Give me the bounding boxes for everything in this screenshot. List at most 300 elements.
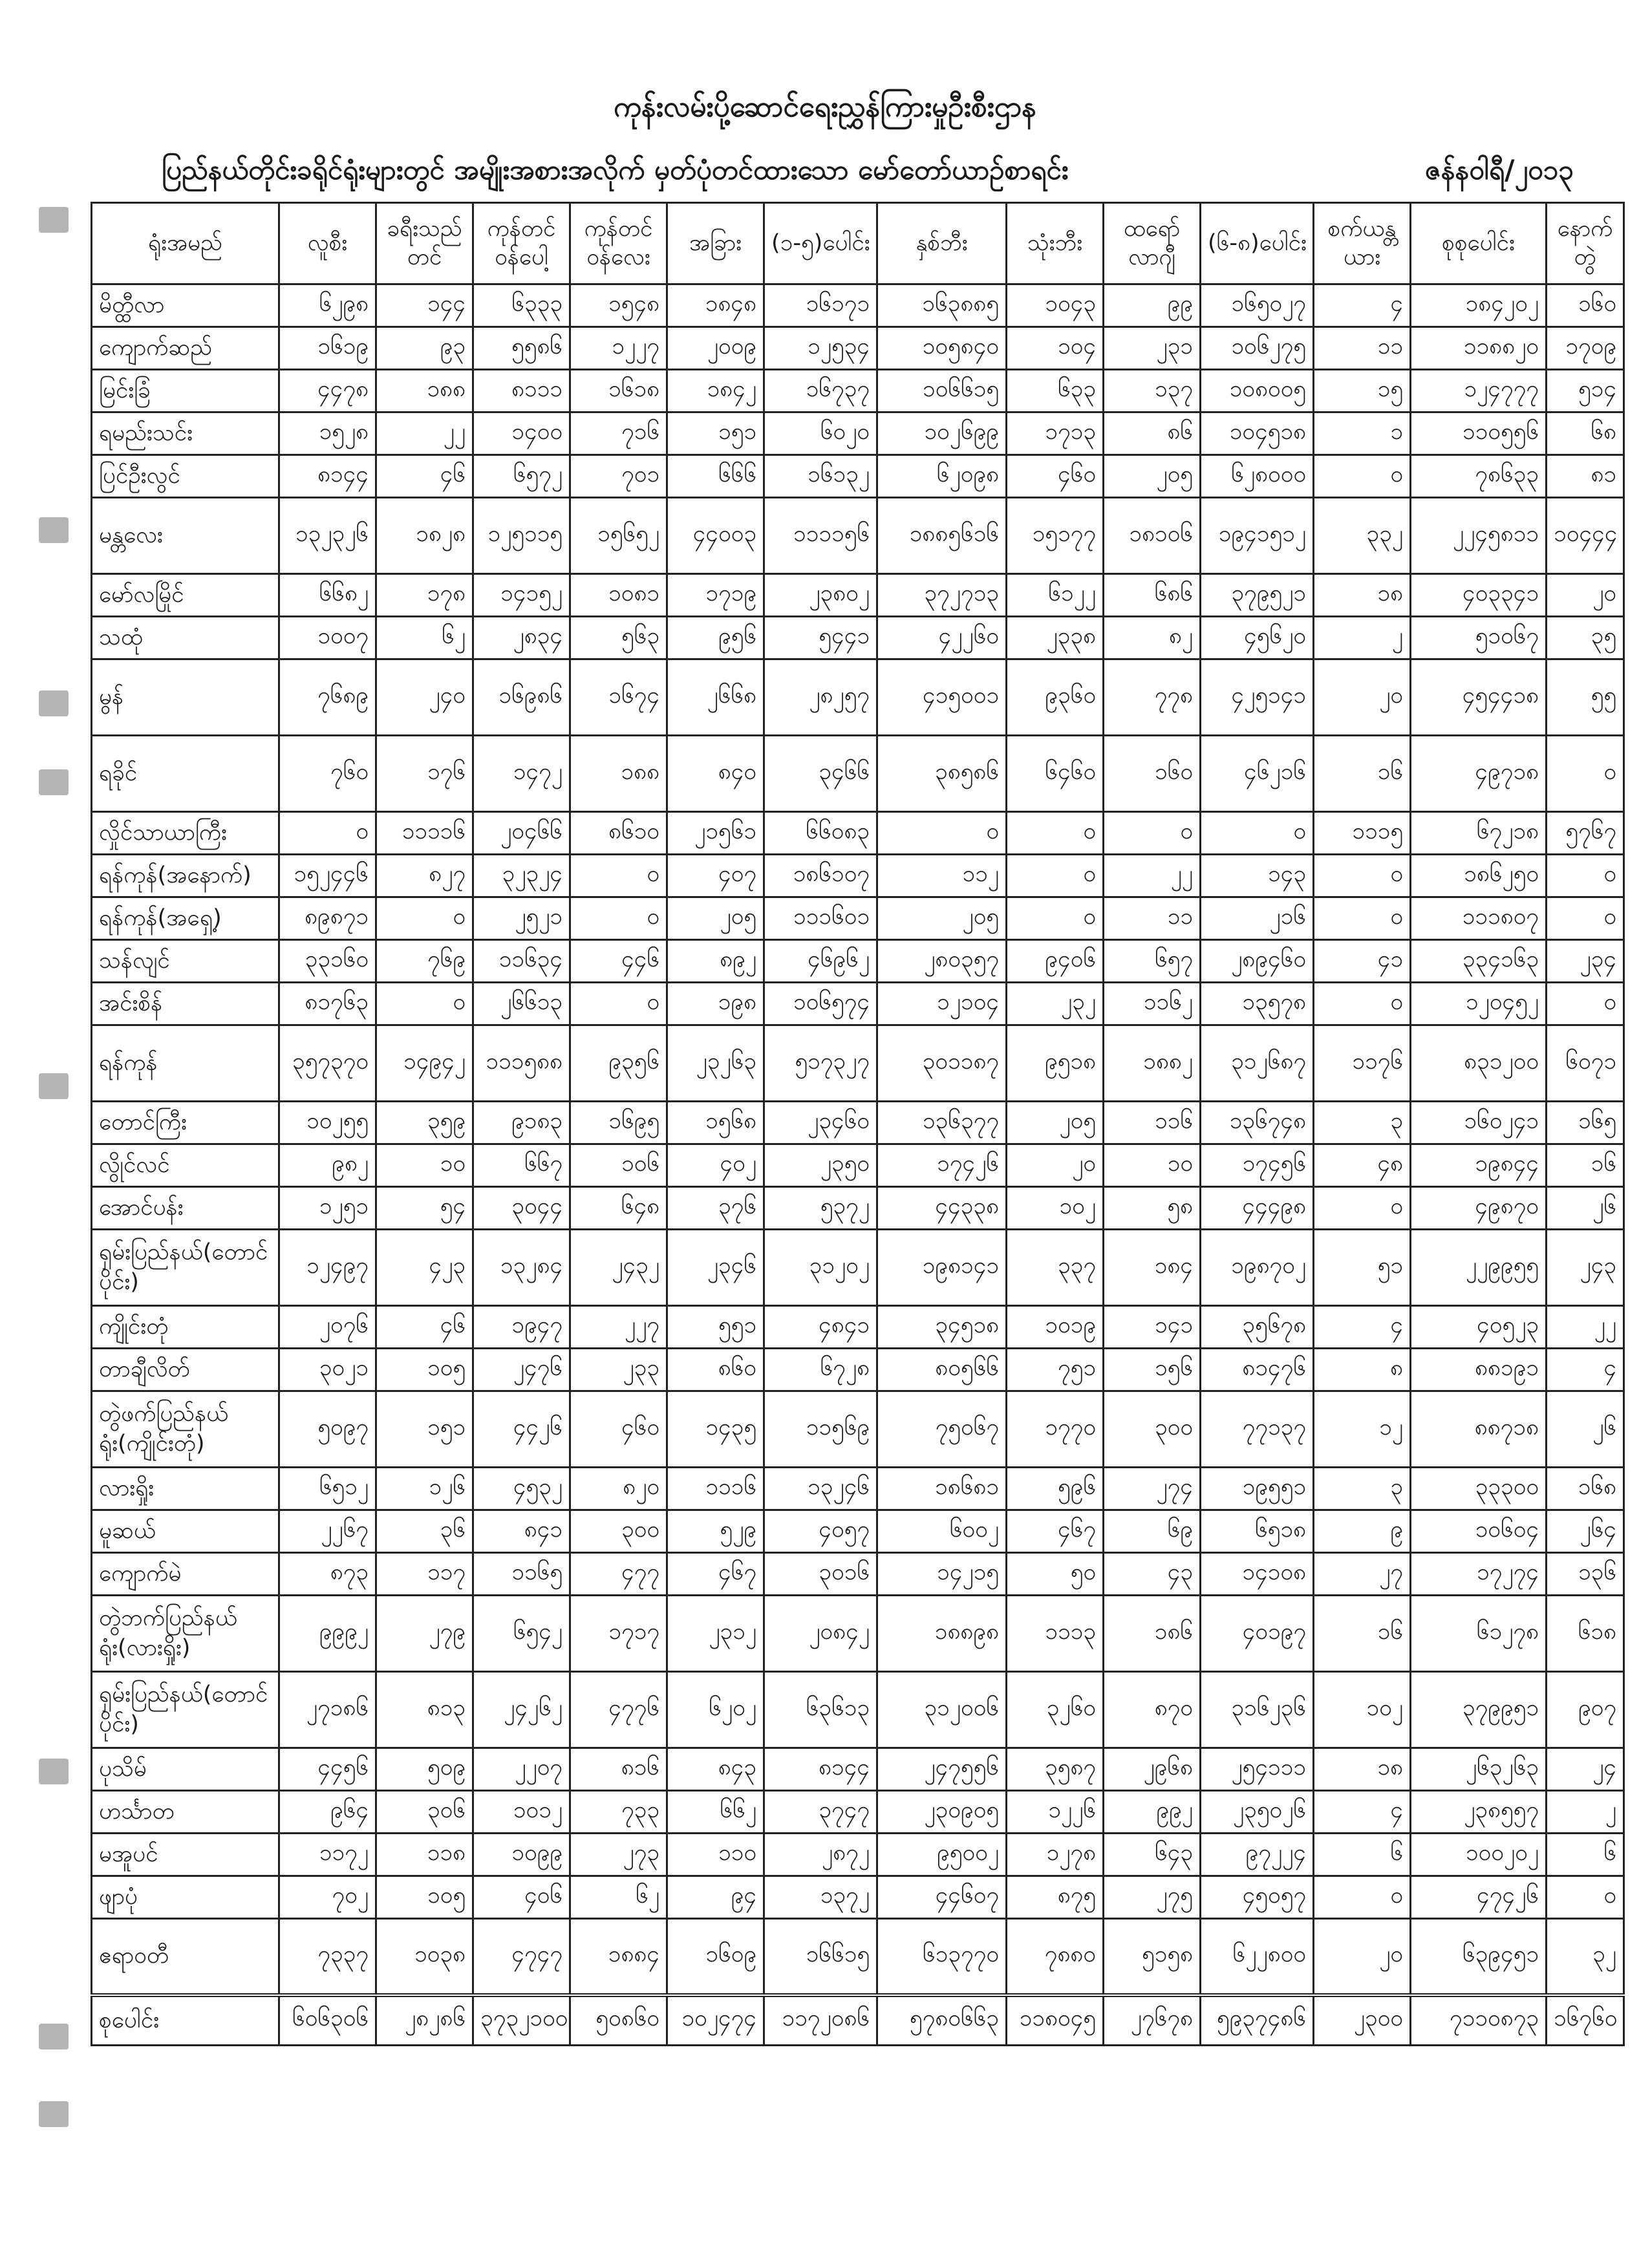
value-cell: ၅၄ — [376, 1187, 473, 1230]
value-cell: ၄၅၀၅၇ — [1201, 1876, 1314, 1919]
value-cell: ၁၃၆၃၇၇ — [877, 1102, 1007, 1144]
value-cell: ၂၇၉ — [376, 1596, 473, 1672]
value-cell: ၂၂၄၅၈၁၁ — [1411, 498, 1547, 574]
value-cell: ၁၄၄ — [376, 284, 473, 327]
value-cell: ၅၁၀၆၇ — [1411, 617, 1547, 659]
value-cell: ၂ — [1314, 617, 1411, 659]
value-cell: ၁၀၆ — [570, 1144, 667, 1187]
value-cell: ၀ — [1104, 812, 1201, 855]
value-cell: ၈၃၁၂၀၀ — [1411, 1025, 1547, 1102]
value-cell: ၂၈၉၄၆၀ — [1201, 940, 1314, 983]
value-cell: ၁၁၆၂ — [1104, 983, 1201, 1025]
value-cell: ၁၆၁၇၁ — [764, 284, 877, 327]
value-cell: ၅၁၅၈ — [1104, 1919, 1201, 1995]
table-row — [92, 1510, 1624, 1553]
value-cell: ၀ — [1314, 1187, 1411, 1230]
value-cell: ၁၅၁ — [376, 1391, 473, 1468]
value-cell: ၁၁၁၈၀၇ — [1411, 897, 1547, 940]
value-cell: ၁၀၀၂၀၂ — [1411, 1834, 1547, 1876]
value-cell: ၁၁၀၅၅၆ — [1411, 412, 1547, 455]
value-cell: ၃၂ — [1547, 1919, 1624, 1995]
table-row — [92, 1306, 1624, 1349]
value-cell: ၄၄၂၆ — [473, 1391, 570, 1468]
column-header: (၁-၅)ပေါင်း — [764, 203, 877, 284]
value-cell: ၉၉၉၂ — [279, 1596, 376, 1672]
value-cell: ၂၃၈၅၅၇ — [1411, 1791, 1547, 1834]
value-cell: ၄၅၃၂ — [473, 1468, 570, 1510]
table-row — [92, 659, 1624, 736]
value-cell: ၁၁ — [1314, 327, 1411, 370]
value-cell: ၄၄၃၃၈ — [877, 1187, 1007, 1230]
value-cell: ၃၇၉၉၅၁ — [1411, 1672, 1547, 1748]
value-cell: ၁၆၉၅ — [570, 1102, 667, 1144]
office-name-cell: မန္တလေး — [92, 498, 279, 574]
value-cell: ၁၆၅ — [1547, 1102, 1624, 1144]
table-row — [92, 1791, 1624, 1834]
value-cell: ၈၇၅ — [1007, 1876, 1104, 1919]
value-cell: ၁၀၄ — [1007, 327, 1104, 370]
value-cell: ၂၃၈၀၂ — [764, 574, 877, 617]
value-cell: ၈၁၇၆၃ — [279, 983, 376, 1025]
value-cell: ၄၅၆၂၀ — [1201, 617, 1314, 659]
value-cell: ၄၆၇ — [1007, 1510, 1104, 1553]
value-cell: ၁၂၀၄၅၂ — [1411, 983, 1547, 1025]
office-name-cell: ရှမ်းပြည်နယ်(တောင်ပိုင်း) — [92, 1672, 279, 1748]
value-cell: ၁၃၆ — [1547, 1553, 1624, 1596]
value-cell: ၇၀၂ — [279, 1876, 376, 1919]
value-cell: ၅၀၉ — [376, 1748, 473, 1791]
value-cell: ၈၂ — [1104, 617, 1201, 659]
value-cell: ၃၄၅၁၈ — [877, 1306, 1007, 1349]
scan-hole-mark — [39, 2024, 69, 2049]
value-cell: ၂၄၇၅၅၆ — [877, 1748, 1007, 1791]
office-name-cell: မအူပင် — [92, 1834, 279, 1876]
value-cell: ၈၇၃ — [279, 1553, 376, 1596]
value-cell: ၅၈ — [1104, 1187, 1201, 1230]
value-cell: ၂၃၂ — [1007, 983, 1104, 1025]
value-cell: ၅၁ — [1314, 1230, 1411, 1306]
value-cell: ၄၆၇ — [667, 1553, 764, 1596]
value-cell: ၂၅၂၁ — [473, 897, 570, 940]
office-name-cell: ကျောက်ဆည် — [92, 327, 279, 370]
value-cell: ၄၉၈၇၀ — [1411, 1187, 1547, 1230]
value-cell: ၁၁၈၈၂၀ — [1411, 327, 1547, 370]
value-cell: ၉၃၆၀ — [1007, 659, 1104, 736]
value-cell: ၆၂ — [570, 1876, 667, 1919]
value-cell: ၄၈၄၁ — [764, 1306, 877, 1349]
table-body — [92, 284, 1624, 2046]
value-cell: ၀ — [1007, 897, 1104, 940]
value-cell: ၆၅၇ — [1104, 940, 1201, 983]
value-cell: ၀ — [877, 812, 1007, 855]
scan-hole-mark — [39, 207, 69, 233]
value-cell: ၂၈၂၅၇ — [764, 659, 877, 736]
value-cell: ၆၂၀၉၈ — [877, 455, 1007, 498]
value-cell: ၁၈ — [1314, 1748, 1411, 1791]
value-cell: ၁၈၈ — [376, 370, 473, 412]
value-cell: ၁၂၄၉၇ — [279, 1230, 376, 1306]
table-header-row — [92, 203, 1624, 284]
value-cell: ၁၆ — [1547, 1144, 1624, 1187]
value-cell: ၁၄၉၄၂ — [376, 1025, 473, 1102]
value-cell: ၁၀၄၃ — [1007, 284, 1104, 327]
value-cell: ၄၄၄၉၈ — [1201, 1187, 1314, 1230]
value-cell: ၂၆ — [1547, 1187, 1624, 1230]
value-cell: ၁၆၁၈ — [570, 370, 667, 412]
value-cell: ၂၂၆၇ — [279, 1510, 376, 1553]
value-cell: ၁၁၇၂၀၈၆ — [764, 1995, 877, 2046]
value-cell: ၁၃၅၇၈ — [1201, 983, 1314, 1025]
value-cell: ၁၆၇၄ — [570, 659, 667, 736]
value-cell: ၂၂၉၉၅၅ — [1411, 1230, 1547, 1306]
value-cell: ၈၁ — [1547, 455, 1624, 498]
value-cell: ၁၀၅ — [376, 1349, 473, 1391]
value-cell: ၂၀၄၆၆ — [473, 812, 570, 855]
value-cell: ၁၂၆ — [376, 1468, 473, 1510]
value-cell: ၂၂၇ — [570, 1306, 667, 1349]
value-cell: ၁၈၆၁၀၇ — [764, 855, 877, 897]
value-cell: ၁၁၂ — [877, 855, 1007, 897]
value-cell: ၁၀၁၂ — [473, 1791, 570, 1834]
value-cell: ၄၀၅၂၃ — [1411, 1306, 1547, 1349]
office-name-cell: ပုသိမ် — [92, 1748, 279, 1791]
value-cell: ၉၅၆ — [667, 617, 764, 659]
value-cell: ၆၁၃၇၇၀ — [877, 1919, 1007, 1995]
value-cell: ၄၀၅၇ — [764, 1510, 877, 1553]
value-cell: ၁ — [1314, 412, 1411, 455]
value-cell: ၁၉၈၁၄၁ — [877, 1230, 1007, 1306]
value-cell: ၄၂၅၁၄၁ — [1201, 659, 1314, 736]
value-cell: ၂၇ — [1314, 1553, 1411, 1596]
office-name-cell: အင်းစိန် — [92, 983, 279, 1025]
value-cell: ၁၉၈၇၀၂ — [1201, 1230, 1314, 1306]
value-cell: ၀ — [1201, 812, 1314, 855]
value-cell: ၆၅၁၂ — [279, 1468, 376, 1510]
value-cell: ၂၁၅၆၁ — [667, 812, 764, 855]
value-cell: ၇၃၃၇ — [279, 1919, 376, 1995]
value-cell: ၁၀၆၆၁၅ — [877, 370, 1007, 412]
value-cell: ၁၈၈၂ — [1104, 1025, 1201, 1102]
document-date: ဇန်နဝါရီ/၂၀၁၃ — [1424, 154, 1574, 186]
value-cell: ၁၈၈ — [570, 736, 667, 812]
scan-hole-mark — [39, 690, 69, 716]
office-name-cell: မူဆယ် — [92, 1510, 279, 1553]
value-cell: ၀ — [1547, 736, 1624, 812]
value-cell: ၁၁၁၆ — [667, 1468, 764, 1510]
value-cell: ၈၁၁၁ — [473, 370, 570, 412]
value-cell: ၆၇၂၁၈ — [1411, 812, 1547, 855]
value-cell: ၁၄၇၂ — [473, 736, 570, 812]
office-name-cell: ရှမ်းပြည်နယ်(တောင်ပိုင်း) — [92, 1230, 279, 1306]
value-cell: ၄၉၇၁၈ — [1411, 736, 1547, 812]
value-cell: ၂၀၀၉ — [667, 327, 764, 370]
value-cell: ၃၈၅၈၆ — [877, 736, 1007, 812]
value-cell: ၁၆၇၆၀ — [1547, 1995, 1624, 2046]
column-header: နှစ်ဘီး — [877, 203, 1007, 284]
value-cell: ၉ — [1314, 1510, 1411, 1553]
value-cell: ၄၀၆ — [473, 1876, 570, 1919]
value-cell: ၆ — [1314, 1834, 1411, 1876]
value-cell: ၄၇၇၆ — [570, 1672, 667, 1748]
value-cell: ၆၅၄၂ — [473, 1596, 570, 1672]
table-row — [92, 1553, 1624, 1596]
value-cell: ၁၇၀၉ — [1547, 327, 1624, 370]
value-cell: ၄၁ — [1314, 940, 1411, 983]
value-cell: ၂၂ — [1547, 1306, 1624, 1349]
value-cell: ၉၁၈၃ — [473, 1102, 570, 1144]
value-cell: ၃၀၆ — [376, 1791, 473, 1834]
value-cell: ၇၅၁ — [1007, 1349, 1104, 1391]
value-cell: ၂၀၇၆ — [279, 1306, 376, 1349]
value-cell: ၀ — [279, 812, 376, 855]
value-cell: ၂၀ — [1547, 574, 1624, 617]
value-cell: ၂၃၄၆၀ — [764, 1102, 877, 1144]
value-cell: ၀ — [1314, 455, 1411, 498]
value-cell: ၁၀၅၈၄၀ — [877, 327, 1007, 370]
value-cell: ၄ — [1314, 1791, 1411, 1834]
value-cell: ၁၄၁၅၂ — [473, 574, 570, 617]
value-cell: ၅၅၁ — [667, 1306, 764, 1349]
value-cell: ၀ — [1314, 897, 1411, 940]
value-cell: ၁၃၂၈၄ — [473, 1230, 570, 1306]
value-cell: ၉၄၀၆ — [1007, 940, 1104, 983]
value-cell: ၁၁၆ — [1104, 1102, 1201, 1144]
value-cell: ၁၀၈၀၀၅ — [1201, 370, 1314, 412]
value-cell: ၁၀၉၉ — [473, 1834, 570, 1876]
value-cell: ၁၃၂၄၆ — [764, 1468, 877, 1510]
table-row — [92, 1025, 1624, 1102]
office-name-cell: ရမည်းသင်း — [92, 412, 279, 455]
value-cell: ၅၀၈၆၀ — [570, 1995, 667, 2046]
value-cell: ၂၇၅ — [1104, 1876, 1201, 1919]
value-cell: ၁၈၆၂၅၀ — [1411, 855, 1547, 897]
value-cell: ၈၁၄၄ — [764, 1748, 877, 1791]
value-cell: ၉၆၄ — [279, 1791, 376, 1834]
value-cell: ၆၀၂၀ — [764, 412, 877, 455]
value-cell: ၄၇၄၇ — [473, 1919, 570, 1995]
value-cell: ၃၁၂၀၀၆ — [877, 1672, 1007, 1748]
value-cell: ၁၄၀၀ — [473, 412, 570, 455]
value-cell: ၈၉၈၇၁ — [279, 897, 376, 940]
table-row — [92, 1144, 1624, 1187]
value-cell: ၁၆၃၈၈၅ — [877, 284, 1007, 327]
value-cell: ၂၃၄၆ — [667, 1230, 764, 1306]
value-cell: ၂၁၆ — [1201, 897, 1314, 940]
office-name-cell: ရန်ကုန်(အရှေ့) — [92, 897, 279, 940]
value-cell: ၁၂၄၇၇၇ — [1411, 370, 1547, 412]
value-cell: ၁၈၈၄ — [570, 1919, 667, 1995]
value-cell: ၁၉၄၇ — [473, 1306, 570, 1349]
value-cell: ၉၅၀၀၂ — [877, 1834, 1007, 1876]
value-cell: ၂၀၅ — [667, 897, 764, 940]
office-name-cell: တွဲဘက်ပြည်နယ်ရုံး(လားရှိုး) — [92, 1596, 279, 1672]
value-cell: ၁၆၉၈၆ — [473, 659, 570, 736]
value-cell: ၈၁၄၄ — [279, 455, 376, 498]
value-cell: ၁၀၈၁ — [570, 574, 667, 617]
table-row — [92, 1468, 1624, 1510]
value-cell: ၆၁၂၂ — [1007, 574, 1104, 617]
value-cell: ၄၁၅၀၀၁ — [877, 659, 1007, 736]
value-cell: ၃၃၄၁၆၃ — [1411, 940, 1547, 983]
value-cell: ၁၅၆၅၂ — [570, 498, 667, 574]
table-row — [92, 1834, 1624, 1876]
value-cell: ၁၀၆၂၇၅ — [1201, 327, 1314, 370]
vehicle-registration-table — [91, 202, 1625, 2046]
value-cell: ၅၇၈၀၆၆၃ — [877, 1995, 1007, 2046]
office-name-cell: ကျိုင်းတုံ — [92, 1306, 279, 1349]
value-cell: ၁၆၀ — [1547, 284, 1624, 327]
value-cell: ၂၈၃၄ — [473, 617, 570, 659]
value-cell: ၅၅ — [1547, 659, 1624, 736]
value-cell: ၆၄၃ — [1104, 1834, 1201, 1876]
value-cell: ၂၃၃ — [570, 1349, 667, 1391]
office-name-cell: ကျောက်မဲ — [92, 1553, 279, 1596]
office-name-cell: မွန် — [92, 659, 279, 736]
column-header: (၆-၈)ပေါင်း — [1201, 203, 1314, 284]
value-cell: ၁၁၁၃ — [1007, 1596, 1104, 1672]
value-cell: ၁၆၈ — [1547, 1468, 1624, 1510]
value-cell: ၁၃၂၃၂၆ — [279, 498, 376, 574]
table-row — [92, 897, 1624, 940]
value-cell: ၆၀၆၃၀၆ — [279, 1995, 376, 2046]
value-cell: ၅၂၉ — [667, 1510, 764, 1553]
value-cell: ၁၅၁၇၇ — [1007, 498, 1104, 574]
column-header: ရုံးအမည် — [92, 203, 279, 284]
value-cell: ၇၇၁၃၇ — [1201, 1391, 1314, 1468]
value-cell: ၁၆၁၃၂ — [764, 455, 877, 498]
value-cell: ၃၀၁၁၈၇ — [877, 1025, 1007, 1102]
table-row — [92, 1230, 1624, 1306]
value-cell: ၃၄၆၆ — [764, 736, 877, 812]
office-name-cell: လှိုင်သာယာကြီး — [92, 812, 279, 855]
value-cell: ၄၆ — [376, 1306, 473, 1349]
value-cell: ၁၀၆၅၇၄ — [764, 983, 877, 1025]
value-cell: ၁၈၁၀၆ — [1104, 498, 1201, 574]
value-cell: ၈၄၃ — [667, 1748, 764, 1791]
value-cell: ၇၆၀ — [279, 736, 376, 812]
value-cell: ၁၆ — [1314, 736, 1411, 812]
value-cell: ၃၅၇၃၇၀ — [279, 1025, 376, 1102]
value-cell: ၆၆၀၈၃ — [764, 812, 877, 855]
value-cell: ၈၄၁ — [473, 1510, 570, 1553]
value-cell: ၂၈၇၂ — [764, 1834, 877, 1876]
value-cell: ၁၈၄၂ — [667, 370, 764, 412]
value-cell: ၁၅၂၄၄၆ — [279, 855, 376, 897]
value-cell: ၀ — [1547, 855, 1624, 897]
value-cell: ၅၄၄၁ — [764, 617, 877, 659]
value-cell: ၃၀၀ — [570, 1510, 667, 1553]
value-cell: ၆ — [1547, 1834, 1624, 1876]
column-header: စက်ယန္တယား — [1314, 203, 1411, 284]
value-cell: ၁၉၈၄၄ — [1411, 1144, 1547, 1187]
value-cell: ၆၄၆၀ — [1007, 736, 1104, 812]
value-cell: ၆၈ — [1547, 412, 1624, 455]
value-cell: ၀ — [1007, 855, 1104, 897]
value-cell: ၁၉၄၁၅၁၂ — [1201, 498, 1314, 574]
value-cell: ၃၅၈၇ — [1007, 1748, 1104, 1791]
value-cell: ၁၈၆ — [1104, 1596, 1201, 1672]
value-cell: ၂၆၆၁၃ — [473, 983, 570, 1025]
table-row — [92, 455, 1624, 498]
table-row — [92, 1391, 1624, 1468]
value-cell: ၃၇၂၇၁၃ — [877, 574, 1007, 617]
value-cell: ၈၇၀ — [1104, 1672, 1201, 1748]
value-cell: ၄ — [1547, 1349, 1624, 1391]
value-cell: ၀ — [1547, 983, 1624, 1025]
office-name-cell: တာချီလိတ် — [92, 1349, 279, 1391]
value-cell: ၈၈၇၁၈ — [1411, 1391, 1547, 1468]
table-row — [92, 1596, 1624, 1672]
value-cell: ၁၄၃ — [1201, 855, 1314, 897]
value-cell: ၈၂၇ — [376, 855, 473, 897]
value-cell: ၆၁၂၇၈ — [1411, 1596, 1547, 1672]
value-cell: ၀ — [376, 983, 473, 1025]
value-cell: ၁၇၁၇ — [570, 1596, 667, 1672]
value-cell: ၄ — [1314, 284, 1411, 327]
value-cell: ၁၁၁၆၀၁ — [764, 897, 877, 940]
value-cell: ၅၇၆၇ — [1547, 812, 1624, 855]
value-cell: ၂၈၂၈၆ — [376, 1995, 473, 2046]
value-cell: ၅၁၄ — [1547, 370, 1624, 412]
value-cell: ၆၅၇၂ — [473, 455, 570, 498]
value-cell: ၁၆၀ — [1104, 736, 1201, 812]
value-cell: ၂၂ — [376, 412, 473, 455]
value-cell: ၈ — [1314, 1349, 1411, 1391]
table-row — [92, 855, 1624, 897]
value-cell: ၉၈၂ — [279, 1144, 376, 1187]
value-cell: ၇၁၁၀၈၇၃ — [1411, 1995, 1547, 2046]
value-cell: ၄၆၀ — [1007, 455, 1104, 498]
value-cell: ၂၄၇၆ — [473, 1349, 570, 1391]
office-name-cell: မြင်းခြံ — [92, 370, 279, 412]
value-cell: ၇၁၆ — [570, 412, 667, 455]
value-cell: ၆၃၃ — [1007, 370, 1104, 412]
value-cell: ၈၉၂ — [667, 940, 764, 983]
value-cell: ၇၀၁ — [570, 455, 667, 498]
value-cell: ၂၇၆၇၈ — [1104, 1995, 1201, 2046]
value-cell: ၃၅၉ — [376, 1102, 473, 1144]
value-cell: ၅၆၃ — [570, 617, 667, 659]
value-cell: ၄၆၂၁၆ — [1201, 736, 1314, 812]
value-cell: ၈၂၀ — [570, 1468, 667, 1510]
value-cell: ၆၂၂၈၀၀ — [1201, 1919, 1314, 1995]
value-cell: ၁၇၄၂၆ — [877, 1144, 1007, 1187]
value-cell: ၉၇၂၂၄ — [1201, 1834, 1314, 1876]
value-cell: ၂၂ — [1104, 855, 1201, 897]
value-cell: ၆၈၆ — [1104, 574, 1201, 617]
value-cell: ၄၆၉၆၂ — [764, 940, 877, 983]
value-cell: ၁၀၃၈ — [376, 1919, 473, 1995]
value-cell: ၀ — [570, 897, 667, 940]
column-header: စုစုပေါင်း — [1411, 203, 1547, 284]
table-row — [92, 812, 1624, 855]
value-cell: ၂၆ — [1547, 1391, 1624, 1468]
value-cell: ၀ — [1314, 1876, 1411, 1919]
value-cell: ၀ — [1314, 855, 1411, 897]
value-cell: ၁၁၇၆ — [1314, 1025, 1411, 1102]
value-cell: ၆၅၁၈ — [1201, 1510, 1314, 1553]
table-row — [92, 1349, 1624, 1391]
value-cell: ၄၀၁၉၇ — [1201, 1596, 1314, 1672]
office-name-cell: ရန်ကုန်(အနောက်) — [92, 855, 279, 897]
value-cell: ၃၇၃၂၁၀၀ — [473, 1995, 570, 2046]
value-cell: ၁၁၁၁၅၆ — [764, 498, 877, 574]
value-cell: ၄၃ — [1104, 1553, 1201, 1596]
value-cell: ၃၀၁၆ — [764, 1553, 877, 1596]
value-cell: ၆၃၉၄၅၁ — [1411, 1919, 1547, 1995]
value-cell: ၁၁၆၃၄ — [473, 940, 570, 983]
value-cell: ၈၈၁၉၁ — [1411, 1349, 1547, 1391]
